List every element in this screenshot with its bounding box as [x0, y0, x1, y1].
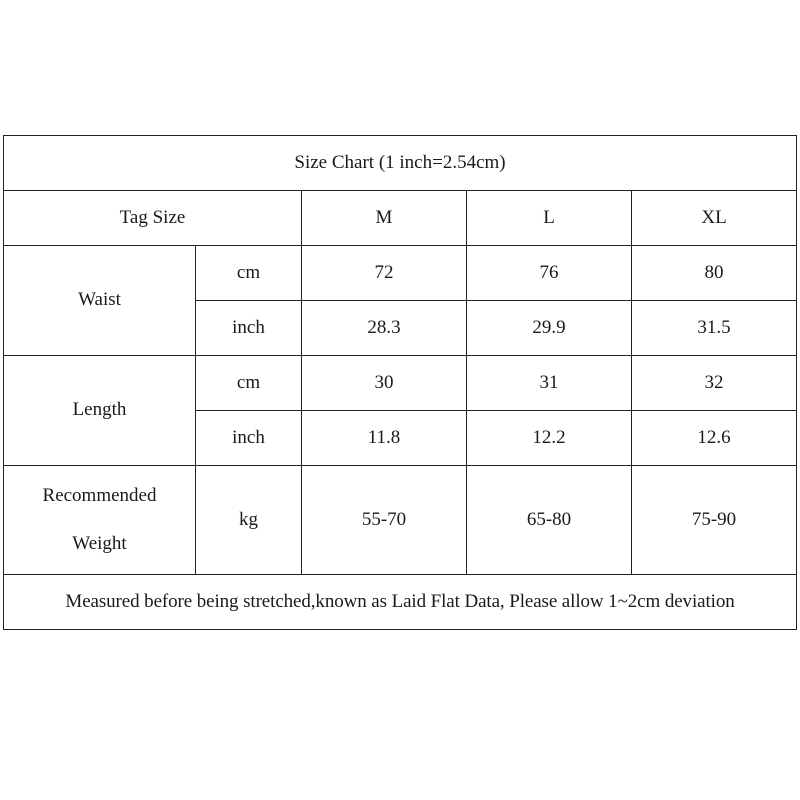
- waist-cm-l: 76: [467, 246, 632, 301]
- weight-unit-kg: kg: [196, 466, 302, 575]
- length-cm-m: 30: [302, 356, 467, 411]
- waist-label: Waist: [4, 246, 196, 356]
- waist-unit-cm: cm: [196, 246, 302, 301]
- weight-xl: 75-90: [632, 466, 797, 575]
- tag-size-label: Tag Size: [4, 191, 302, 246]
- waist-unit-inch: inch: [196, 301, 302, 356]
- length-inch-l: 12.2: [467, 411, 632, 466]
- length-cm-l: 31: [467, 356, 632, 411]
- waist-inch-m: 28.3: [302, 301, 467, 356]
- weight-l: 65-80: [467, 466, 632, 575]
- length-unit-inch: inch: [196, 411, 302, 466]
- weight-label-line1: Recommended: [42, 485, 157, 506]
- length-inch-xl: 12.6: [632, 411, 797, 466]
- length-label: Length: [4, 356, 196, 466]
- waist-inch-xl: 31.5: [632, 301, 797, 356]
- weight-m: 55-70: [302, 466, 467, 575]
- deviation-note: Measured before being stretched,known as Laid Flat Data, Please allow 1~2cm deviation: [4, 575, 797, 630]
- waist-inch-l: 29.9: [467, 301, 632, 356]
- length-inch-m: 11.8: [302, 411, 467, 466]
- length-cm-xl: 32: [632, 356, 797, 411]
- waist-cm-m: 72: [302, 246, 467, 301]
- size-chart-table: [3, 135, 797, 630]
- size-header-xl: XL: [632, 191, 797, 246]
- length-unit-cm: cm: [196, 356, 302, 411]
- size-header-m: M: [302, 191, 467, 246]
- weight-label: [4, 466, 196, 575]
- waist-cm-xl: 80: [632, 246, 797, 301]
- table-title: Size Chart (1 inch=2.54cm): [4, 136, 797, 191]
- weight-label-line2: Weight: [72, 533, 127, 554]
- size-header-l: L: [467, 191, 632, 246]
